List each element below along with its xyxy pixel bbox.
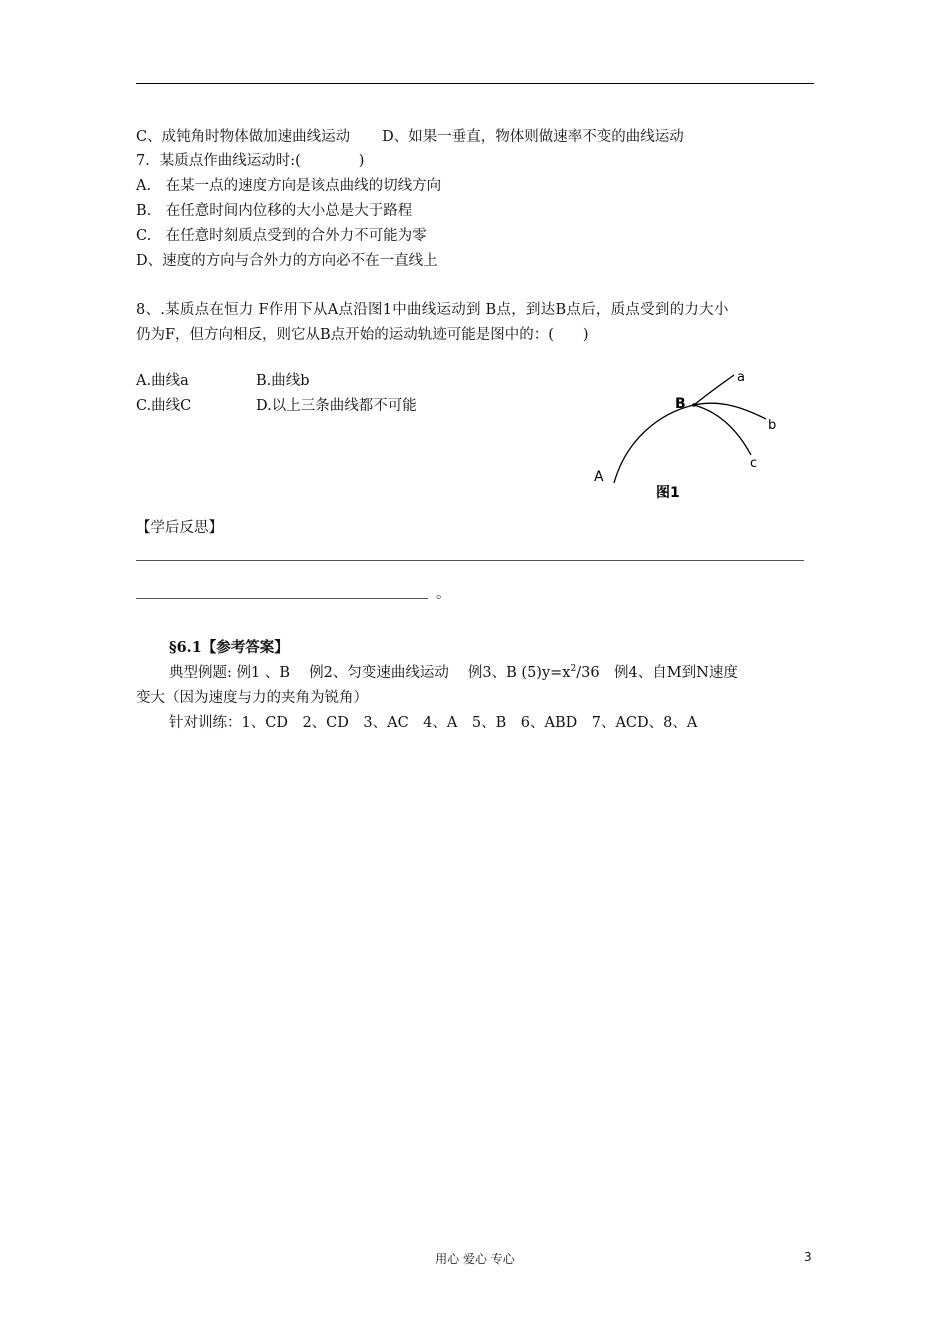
q6-options-line	[136, 127, 684, 147]
answers-line-1	[169, 663, 738, 683]
q8-stem-line1: 8、.某质点在恒力 F作用下从A点沿图1中曲线运动到 B点，到达B点后，质点受到的力大小	[136, 302, 729, 318]
q6-option-c: C、成钝角时物体做加速曲线运动	[136, 129, 351, 145]
curve-a-to-b	[614, 405, 694, 483]
answers-line-1-sup: 2	[570, 664, 577, 675]
curve-c	[694, 405, 751, 455]
q7-stem: 7．某质点作曲线运动时:( )	[136, 153, 365, 169]
q7-option-c: C. 在任意时刻质点受到的合外力不可能为零	[136, 228, 427, 244]
label-point-b: B	[675, 396, 686, 412]
figure-caption: 图1	[656, 485, 680, 501]
q8-option-d: D.以上三条曲线都不可能	[256, 398, 417, 414]
q6-option-d: D、如果一垂直，物体则做速率不变的曲线运动	[382, 129, 684, 145]
footer-slogan: 用心 爱心 专心	[435, 1252, 515, 1266]
label-curve-a: a	[737, 370, 745, 385]
q8-option-c: C.曲线C	[136, 398, 192, 414]
label-curve-b: b	[768, 418, 777, 433]
q7-option-a: A. 在某一点的速度方向是该点曲线的切线方向	[136, 178, 442, 194]
q7-option-b: B. 在任意时间内位移的大小总是大于路程	[136, 203, 413, 219]
q8-option-b: B.曲线b	[256, 373, 310, 389]
figure-1-trajectory-diagram	[584, 365, 784, 505]
curve-b	[694, 403, 766, 419]
label-point-a: A	[594, 469, 604, 485]
answers-line-3: 针对训练：1、CD 2、CD 3、AC 4、A 5、B 6、ABD 7、ACD、8、A	[169, 715, 698, 731]
q7-option-d: D、速度的方向与合外力的方向必不在一直线上	[136, 253, 438, 269]
point-b-dot	[692, 403, 696, 407]
answers-line-1-pre: 典型例题: 例1 、B 例2、匀变速曲线运动 例3、B (5)y=x	[169, 665, 571, 681]
footer-page-number: 3	[804, 1250, 812, 1264]
q8-stem-line2: 仍为F，但方向相反，则它从B点开始的运动轨迹可能是图中的：( )	[136, 327, 589, 343]
reflection-blank-line-1	[136, 560, 804, 561]
reflection-heading: 【学后反思】	[136, 520, 223, 536]
reflection-end-mark: 。	[436, 586, 451, 602]
q8-option-a: A.曲线a	[136, 373, 189, 389]
header-rule	[136, 83, 814, 84]
label-curve-c: c	[750, 456, 758, 471]
answers-line-1-post: /36 例4、自M到N速度	[576, 665, 738, 681]
answers-line-2: 变大（因为速度与力的夹角为锐角）	[136, 690, 368, 706]
reflection-blank-line-2	[136, 598, 428, 599]
curve-a	[694, 375, 734, 405]
answers-heading: §6.1【参考答案】	[169, 639, 289, 656]
